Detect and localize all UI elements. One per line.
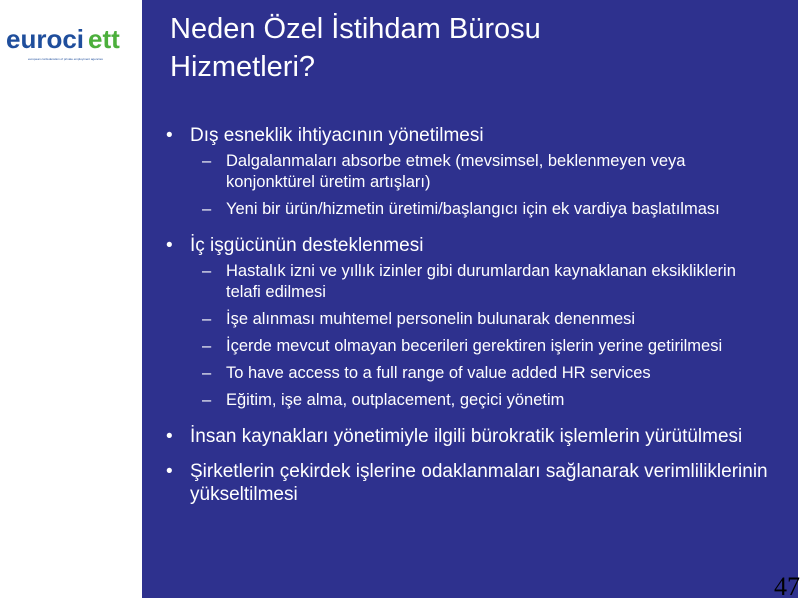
- sub-bullet-item: [162, 390, 772, 411]
- sub-bullet-text: Eğitim, işe alma, outplacement, geçici yönetim: [226, 391, 565, 409]
- logo-tagline: european confederation of private employment agencies: [28, 57, 103, 61]
- sub-bullet-text: Yeni bir ürün/hizmetin üretimi/başlangıcı için ek vardiya başlatılması: [226, 200, 720, 218]
- bullet-text: İç işgücünün desteklenmesi: [190, 235, 424, 256]
- sub-bullet-item: [162, 261, 772, 303]
- title-line-1: Neden Özel İstihdam Bürosu: [170, 13, 541, 45]
- dash-mark: –: [202, 152, 212, 170]
- bullet-item: [162, 460, 772, 506]
- dash-mark: –: [202, 262, 212, 280]
- bullet-text: İnsan kaynakları yönetimiyle ilgili bürokratik işlemlerin yürütülmesi: [190, 426, 743, 447]
- dash-mark: –: [202, 391, 212, 409]
- dash-mark: –: [202, 310, 212, 328]
- bullet-text: Dış esneklik ihtiyacının yönetilmesi: [190, 125, 484, 146]
- bullet-mark: •: [166, 125, 173, 146]
- bullet-item: [162, 425, 772, 448]
- sub-bullet-text: To have access to a full range of value added HR services: [226, 364, 651, 382]
- sub-bullet-item: [162, 151, 772, 193]
- sub-bullet-item: [162, 336, 772, 357]
- sub-bullet-item: [162, 309, 772, 330]
- dash-mark: –: [202, 337, 212, 355]
- page-number: 47: [774, 572, 800, 600]
- sub-bullet-text: İşe alınması muhtemel personelin bulunarak denenmesi: [226, 310, 636, 328]
- logo-text-main: euroci: [6, 24, 85, 54]
- sub-bullet-text: Hastalık izni ve yıllık izinler gibi durumlardan kaynaklanan eksikliklerin telafi edilmesi: [226, 262, 736, 301]
- logo-text-accent: ett: [88, 24, 120, 54]
- sub-bullet-item: [162, 363, 772, 384]
- bullet-item: [162, 234, 772, 257]
- title-line-2: Hizmetleri?: [170, 51, 316, 83]
- dash-mark: –: [202, 200, 212, 218]
- content-panel: [142, 0, 798, 598]
- bullet-mark: •: [166, 461, 173, 482]
- sub-bullet-text: İçerde mevcut olmayan becerileri gerektiren işlerin yerine getirilmesi: [226, 337, 723, 355]
- eurociett-logo: [6, 22, 136, 66]
- sub-bullet-item: [162, 199, 772, 220]
- bullet-text: Şirketlerin çekirdek işlerine odaklanmaları sağlanarak verimliliklerinin yükseltilmesi: [190, 461, 768, 505]
- bullet-list: [162, 124, 772, 510]
- bullet-mark: •: [166, 235, 173, 256]
- sub-bullet-text: Dalgalanmaları absorbe etmek (mevsimsel, beklenmeyen veya konjonktürel üretim artışları): [226, 152, 686, 191]
- bullet-item: [162, 124, 772, 147]
- logo-strip: [0, 0, 142, 600]
- bullet-mark: •: [166, 426, 173, 447]
- dash-mark: –: [202, 364, 212, 382]
- slide-title: [170, 10, 770, 86]
